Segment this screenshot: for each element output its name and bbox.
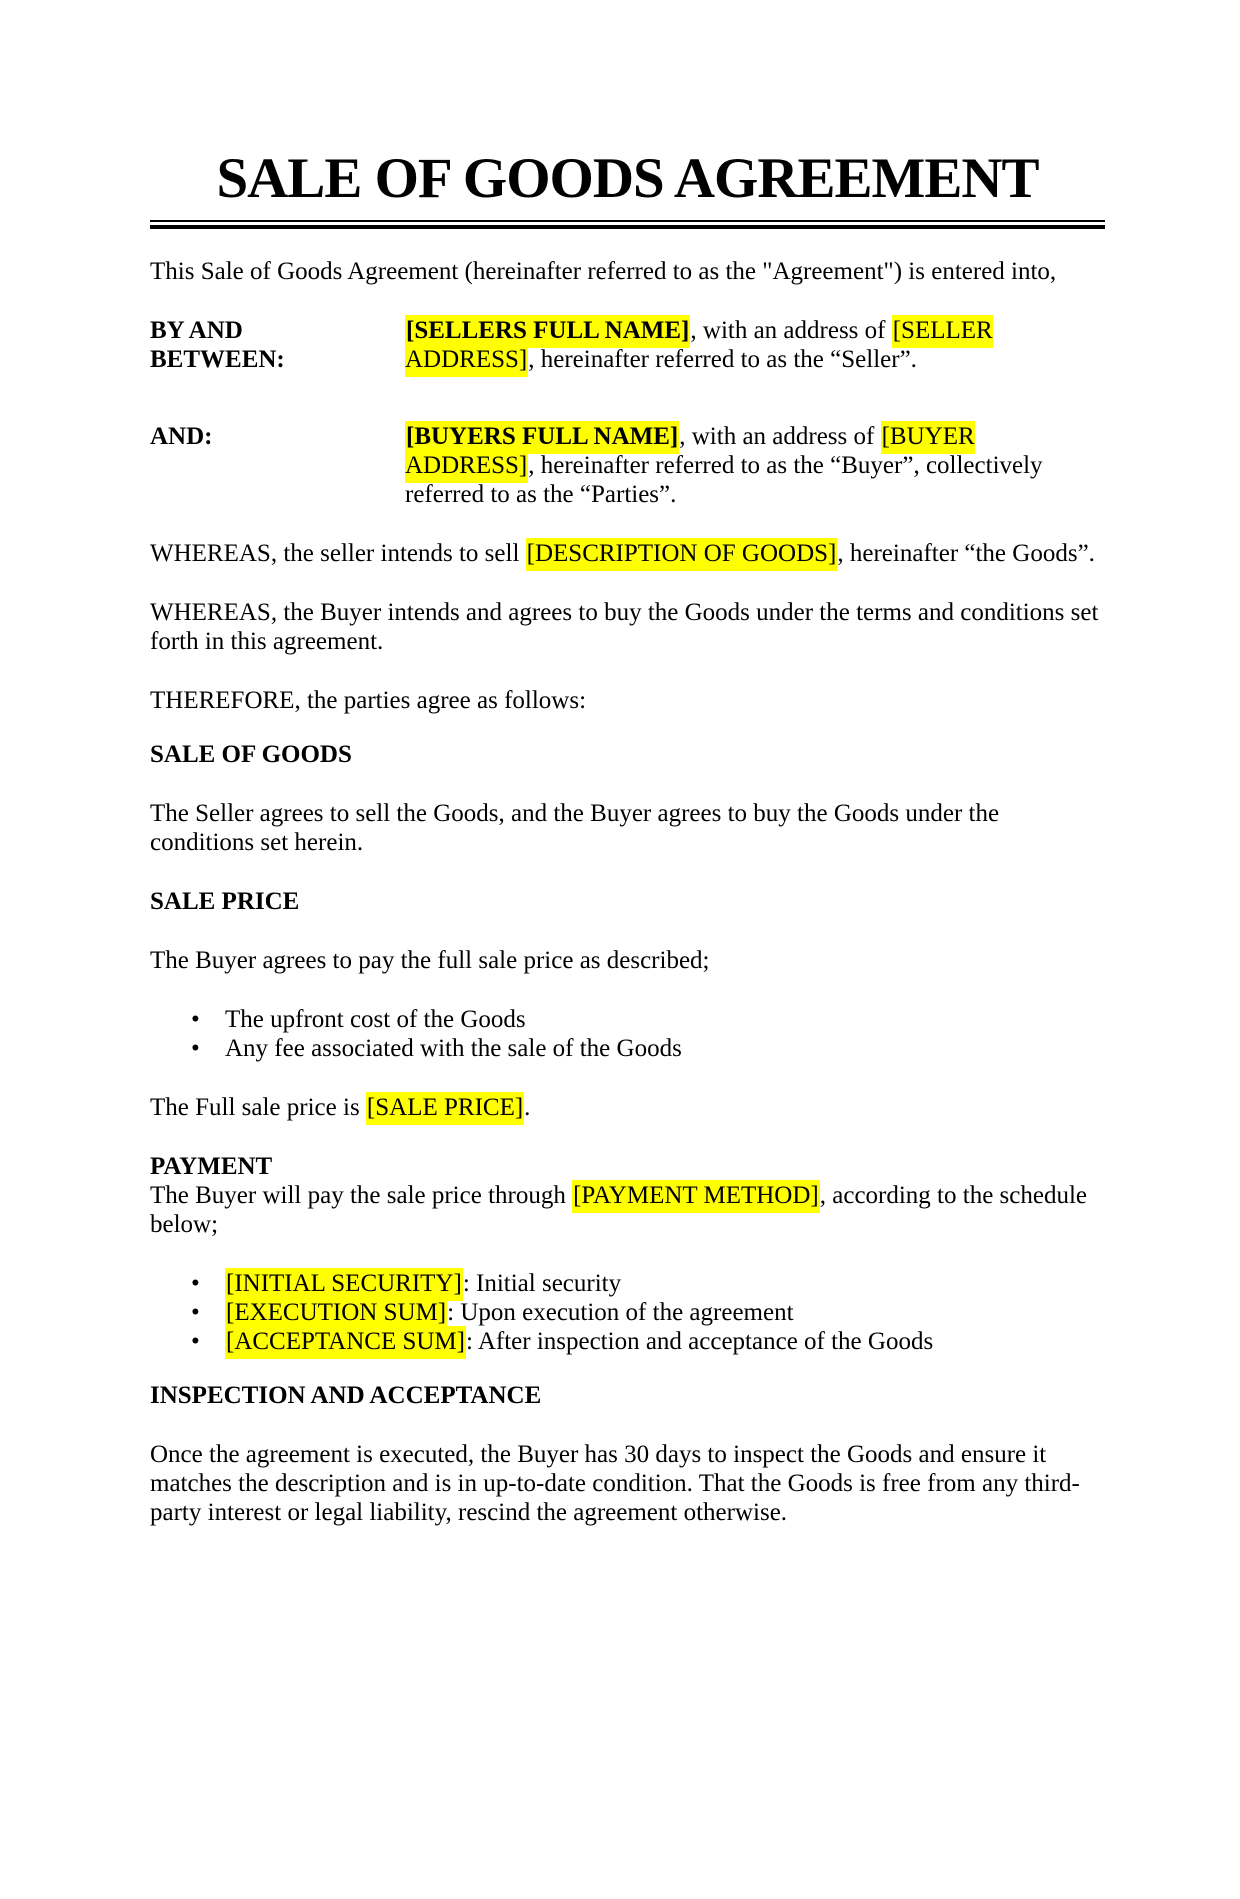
by-and-between-clause-value <box>405 316 1095 374</box>
text-run: Once the agreement is executed, the Buyer has 30 days to inspect the Goods and ensure it matches the description and is in up-to-date condition. That the Goods is free from any third-party interest or legal liability, rescind the agreement otherwise. <box>150 1441 1080 1526</box>
text-run: The Seller agrees to sell the Goods, and the Buyer agrees to buy the Goods under the conditions set herein. <box>150 800 1000 856</box>
text-run: SALE PRICE <box>150 888 300 915</box>
and-clause-label: AND: <box>150 423 213 450</box>
therefore-paragraph <box>150 686 1105 715</box>
text-run: , hereinafter referred to as the “Seller”. <box>528 346 917 373</box>
text-run: The Full sale price is <box>150 1094 366 1121</box>
text-run: . <box>524 1094 531 1121</box>
text-run: The Buyer will pay the sale price through <box>150 1182 573 1209</box>
placeholder-field: [PAYMENT METHOD] <box>572 1180 820 1213</box>
full-sale-price-paragraph <box>150 1093 1105 1122</box>
placeholder-field: [ACCEPTANCE SUM] <box>225 1326 466 1359</box>
placeholder-field: [DESCRIPTION OF GOODS] <box>526 538 838 571</box>
text-run: THEREFORE, the parties agree as follows: <box>150 687 587 714</box>
text-run: The Buyer agrees to pay the full sale price as described; <box>150 947 710 974</box>
text-run: , hereinafter “the Goods”. <box>837 540 1095 567</box>
placeholder-field: [EXECUTION SUM] <box>225 1297 447 1330</box>
text-run: WHEREAS, the Buyer intends and agrees to buy the Goods under the terms and conditions set forth in this agreement. <box>150 599 1099 655</box>
sale-price-paragraph <box>150 946 1105 975</box>
by-and-between-clause <box>150 316 1105 374</box>
text-run: , hereinafter referred to as the “Buyer”, collectively referred to as the “Parties”. <box>405 452 1043 508</box>
inspection-paragraph <box>150 1440 1105 1527</box>
document-title: SALE OF GOODS AGREEMENT <box>216 147 1039 210</box>
text-run: , with an address of <box>679 423 881 450</box>
document-header <box>150 145 1105 229</box>
text-run: This Sale of Goods Agreement (hereinafter referred to as the "Agreement") is entered into, <box>150 258 1057 285</box>
whereas-buyer-paragraph <box>150 598 1105 656</box>
payment-bullets <box>150 1269 1105 1356</box>
and-clause <box>150 422 1105 509</box>
text-run: WHEREAS, the seller intends to sell <box>150 540 526 567</box>
sale-price-bullets <box>150 1005 1105 1063</box>
list-item <box>225 1269 1105 1298</box>
text-run: INSPECTION AND ACCEPTANCE <box>150 1382 542 1409</box>
placeholder-field: [SALE PRICE] <box>366 1092 524 1125</box>
text-run: PAYMENT <box>150 1153 273 1180</box>
and-clause-value <box>405 422 1095 509</box>
list-item <box>225 1034 1105 1063</box>
placeholder-field: [BUYER ADDRESS] <box>405 421 975 483</box>
list-item <box>225 1005 1105 1034</box>
sale-price-heading <box>150 887 1105 916</box>
placeholder-field: [SELLER ADDRESS] <box>405 315 993 377</box>
placeholder-field: [BUYERS FULL NAME] <box>405 421 679 454</box>
list-item <box>225 1298 1105 1327</box>
text-run: The upfront cost of the Goods <box>225 1006 526 1033</box>
sale-of-goods-paragraph <box>150 799 1105 857</box>
title-rule <box>150 220 1105 229</box>
text-run: : Upon execution of the agreement <box>447 1299 794 1326</box>
list-item <box>225 1327 1105 1356</box>
document-body <box>150 257 1105 1527</box>
text-run: , with an address of <box>690 317 892 344</box>
whereas-seller-paragraph <box>150 539 1105 568</box>
inspection-heading <box>150 1381 1105 1410</box>
payment-intro-paragraph <box>150 1181 1105 1239</box>
payment-heading <box>150 1152 1105 1181</box>
document-page <box>0 145 1240 1899</box>
text-run: , according to the schedule below; <box>150 1182 1088 1238</box>
text-run: Any fee associated with the sale of the Goods <box>225 1035 682 1062</box>
text-run: : Initial security <box>462 1270 622 1297</box>
text-run: : After inspection and acceptance of the Goods <box>466 1328 934 1355</box>
placeholder-field: [SELLERS FULL NAME] <box>405 315 690 348</box>
sale-of-goods-heading <box>150 740 1105 769</box>
by-and-between-clause-label: BY AND BETWEEN: <box>150 317 285 373</box>
text-run: SALE OF GOODS <box>150 741 352 768</box>
intro-paragraph <box>150 257 1105 286</box>
placeholder-field: [INITIAL SECURITY] <box>225 1268 463 1301</box>
